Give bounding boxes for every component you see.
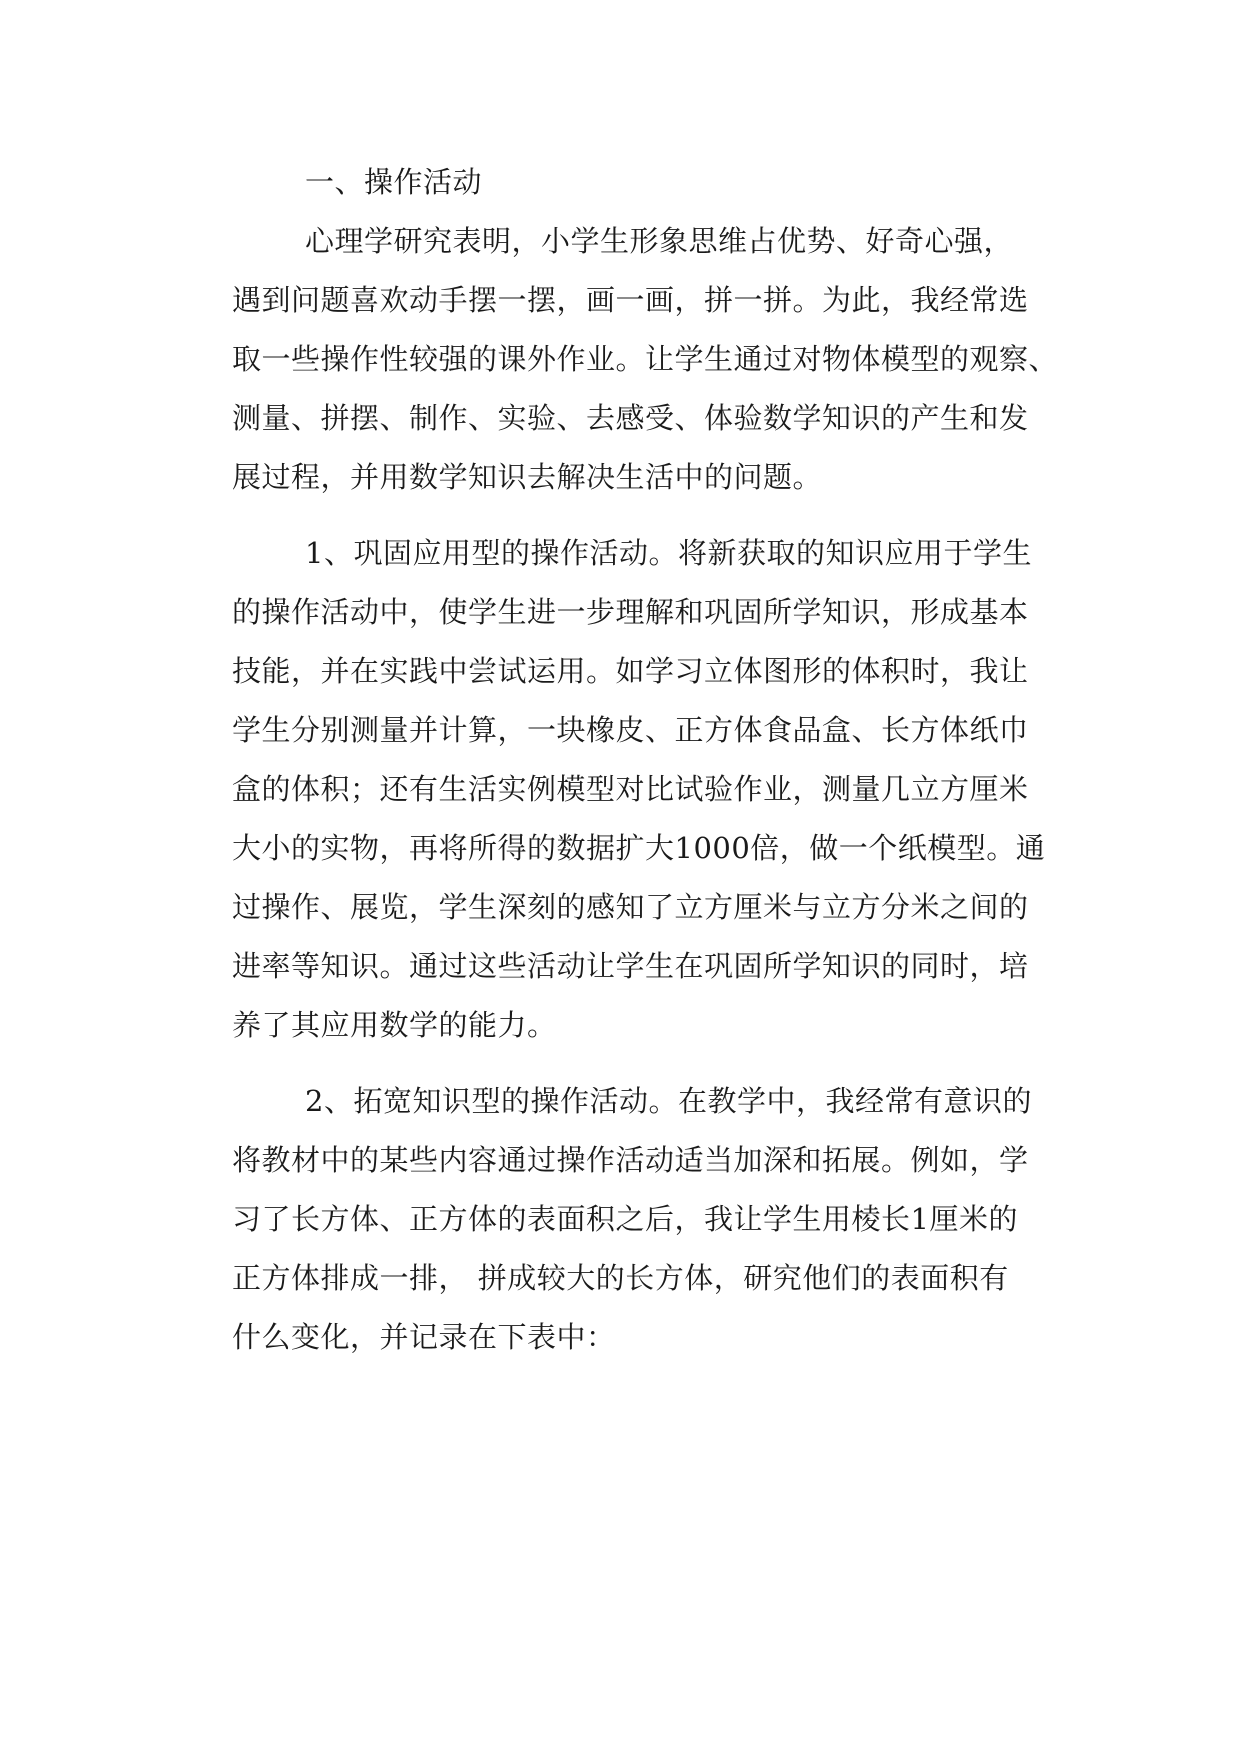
paragraph-2-line-7: 过操作、展览，学生深刻的感知了立方厘米与立方分米之间的 xyxy=(232,890,1029,924)
paragraph-3-line-1: 2、拓宽知识型的操作活动。在教学中，我经常有意识的 xyxy=(305,1084,1032,1118)
paragraph-1-line-4: 测量、拼摆、制作、实验、去感受、体验数学知识的产生和发 xyxy=(232,401,1029,435)
paragraph-3-line-3: 习了长方体、正方体的表面积之后，我让学生用棱长1厘米的 xyxy=(232,1202,1018,1236)
paragraph-3-line-4: 正方体排成一排， 拼成较大的长方体，研究他们的表面积有 xyxy=(232,1261,1009,1295)
paragraph-3-line-2: 将教材中的某些内容通过操作活动适当加深和拓展。例如，学 xyxy=(232,1143,1029,1177)
paragraph-2-line-9: 养了其应用数学的能力。 xyxy=(232,1008,557,1042)
paragraph-2-line-3: 技能，并在实践中尝试运用。如学习立体图形的体积时，我让 xyxy=(232,654,1029,688)
paragraph-2-line-2: 的操作活动中，使学生进一步理解和巩固所学知识，形成基本 xyxy=(232,595,1029,629)
paragraph-1-line-5: 展过程，并用数学知识去解决生活中的问题。 xyxy=(232,460,823,494)
paragraph-1-line-2: 遇到问题喜欢动手摆一摆，画一画，拼一拼。为此，我经常选 xyxy=(232,283,1029,317)
paragraph-2-line-1: 1、巩固应用型的操作活动。将新获取的知识应用于学生 xyxy=(305,536,1032,570)
paragraph-3-line-5: 什么变化，并记录在下表中： xyxy=(232,1320,616,1354)
paragraph-2-line-5: 盒的体积；还有生活实例模型对比试验作业，测量几立方厘米 xyxy=(232,772,1029,806)
section-heading: 一、操作活动 xyxy=(305,165,483,199)
paragraph-2-line-6: 大小的实物，再将所得的数据扩大1000倍，做一个纸模型。通 xyxy=(232,831,1046,865)
paragraph-2-line-4: 学生分别测量并计算，一块橡皮、正方体食品盒、长方体纸巾 xyxy=(232,713,1029,747)
paragraph-2-line-8: 进率等知识。通过这些活动让学生在巩固所学知识的同时，培 xyxy=(232,949,1029,983)
paragraph-1-line-1: 心理学研究表明，小学生形象思维占优势、好奇心强， xyxy=(305,224,1014,258)
paragraph-1-line-3: 取一些操作性较强的课外作业。让学生通过对物体模型的观察、 xyxy=(232,342,1059,376)
